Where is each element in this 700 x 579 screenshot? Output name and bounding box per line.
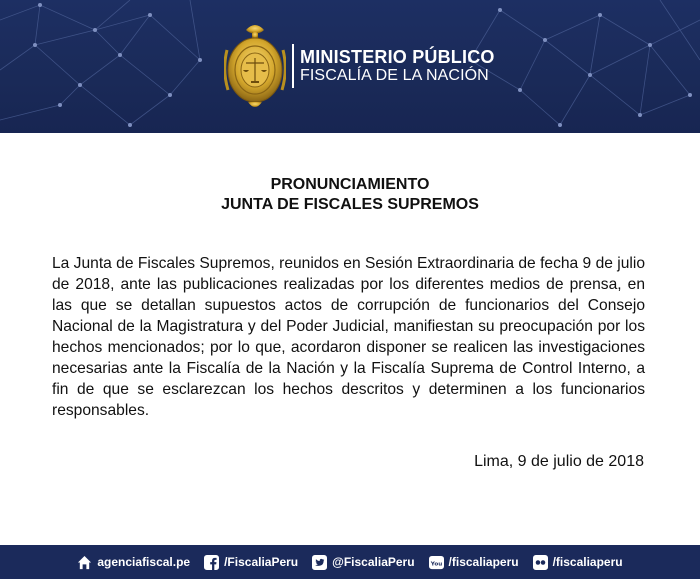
document-subtitle: JUNTA DE FISCALES SUPREMOS	[221, 196, 479, 213]
document-title: PRONUNCIAMIENTO	[270, 176, 430, 193]
youtube-icon	[429, 555, 444, 570]
flickr-icon	[533, 555, 548, 570]
footer-website-link[interactable]	[77, 555, 190, 570]
header-banner	[0, 0, 700, 133]
footer-flickr-link[interactable]	[533, 555, 623, 570]
brand-subtitle: FISCALÍA DE LA NACIÓN	[300, 67, 489, 84]
place-date: Lima, 9 de julio de 2018	[474, 453, 644, 470]
footer-facebook-link[interactable]	[204, 555, 298, 570]
footer-youtube-label: /fiscaliaperu	[448, 555, 519, 569]
footer-twitter-label: @FiscaliaPeru	[332, 555, 415, 569]
svg-text:You: You	[430, 560, 442, 567]
facebook-icon	[204, 555, 219, 570]
footer-twitter-link[interactable]	[312, 555, 414, 570]
home-icon	[77, 555, 92, 570]
golden-seal-icon	[224, 20, 286, 112]
brand-title: MINISTERIO PÚBLICO	[300, 47, 495, 67]
footer-bar	[0, 545, 700, 579]
footer-youtube-link[interactable]	[429, 555, 519, 570]
footer-website-label: agenciafiscal.pe	[97, 555, 191, 569]
twitter-icon	[312, 555, 327, 570]
brand-divider	[292, 44, 294, 88]
statement-body: La Junta de Fiscales Supremos, reunidos en Sesión Extraordinaria de fecha 9 de julio de 2018, ante las publicaciones realizadas por los diferentes medios de prensa, en las que se detallan supuestos actos de corrupción de funcionarios del Consejo Nacional de la Magistratura y del Poder Judicial, manifiestan su preocupación por los hechos mencionados; por lo que, acordaron disponer se realicen las investigaciones necesarias ante la Fiscalía de la Nación y la Fiscalía Suprema de Control Interno, a fin de que se esclarezcan los hechos descritos y determinen a los funcionarios responsables.	[52, 255, 645, 419]
footer-flickr-label: /fiscaliaperu	[552, 555, 623, 569]
footer-facebook-label: /FiscaliaPeru	[224, 555, 299, 569]
